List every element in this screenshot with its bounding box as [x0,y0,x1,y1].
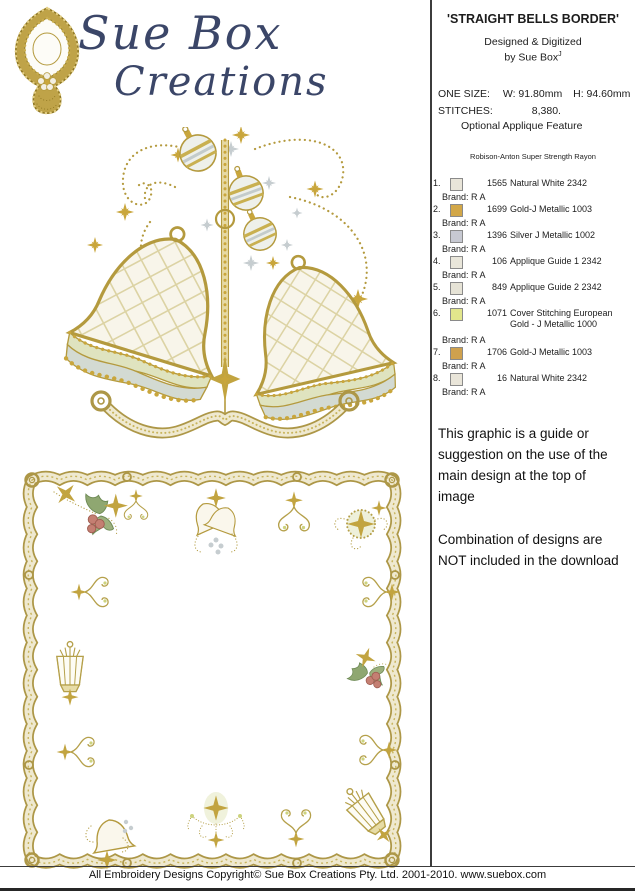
thread-brand: Brand: R A [442,217,486,228]
holly-motif-top-left [49,477,147,536]
thread-swatch [450,204,463,217]
thread-row: 8. 16 Natural White 2342 [433,373,633,386]
thread-swatch [450,230,463,243]
lantern-motif-left [57,642,83,706]
byline: by Sue Box$^J$ [504,51,562,64]
thread-brand: Brand: R A [442,295,486,306]
design-title: 'STRAIGHT BELLS BORDER' [447,12,619,26]
width-label: W: [502,87,516,100]
thread-brand: Brand: R A [442,360,486,371]
thread-swatch [450,256,463,269]
height-value: 94.60mm [586,87,631,100]
size-line [438,88,635,100]
border-frame-layout-artwork [14,464,410,876]
brand-logotype [78,6,418,105]
thread-swatch [450,178,463,191]
usage-note: This graphic is a guide or suggestion on the use of the main design at the top of image [438,425,608,504]
swirl-motif-left-upper [71,577,108,606]
design-info-panel [431,0,635,571]
main-bells-embroidery-artwork [55,127,400,447]
thread-row: 5. 849 Applique Guide 2 2342 [433,282,633,295]
halo-star-motif-bottom [188,792,244,848]
thread-row: 1. 1565 Natural White 2342 [433,178,633,191]
brand-name-line1: Sue Box [78,6,283,60]
thread-brand: Brand: R A [442,386,486,397]
thread-swatch [450,347,463,360]
thread-brand-title: Robison-Anton Super Strength Rayon [470,151,596,161]
vertical-divider [430,0,432,866]
applique-note: Optional Applique Feature [461,119,583,132]
thread-color-list [433,178,633,397]
swirl-motif-bottom [281,810,310,847]
swirl-motif-top [279,491,310,530]
thread-brand: Brand: R A [442,269,486,280]
thread-row: 6. 1071 Cover Stitching European Gold - J Metallic 1000 [433,307,613,329]
thread-row: 7. 1706 Gold-J Metallic 1003 [433,347,633,360]
width-value: 91.80mm [518,87,563,100]
thread-row: 4. 106 Applique Guide 1 2342 [433,256,633,269]
thread-brand: Brand: R A [442,334,486,345]
footer-copyright: All Embroidery Designs Copyright© Sue Box Creations Pty. Ltd. 2001-2010. www.suebox.com [88,869,547,881]
suebox-lace-emblem-icon [6,4,88,124]
center-ribbon [216,140,234,367]
thread-swatch [450,308,463,321]
thread-brand: Brand: R A [442,191,486,202]
swirl-motif-left-lower [57,737,94,766]
bells-motif-top [187,488,244,554]
footer-rule-top [0,866,635,867]
stitches-label: STITCHES: [438,104,493,117]
thread-brand: Brand: R A [442,243,486,254]
size-label: ONE SIZE: [438,87,490,100]
download-note: Combination of designs are NOT included in the download [438,531,619,568]
stitches-value: 8,380. [531,104,561,117]
thread-swatch [450,282,463,295]
height-label: H: [573,87,584,100]
footer-rule-bottom [0,888,635,891]
thread-swatch [450,373,463,386]
byline-superscript: J [558,51,562,58]
wreath-motif-top-right [335,500,387,549]
thread-row: 3. 1396 Silver J Metallic 1002 [433,230,633,243]
stitches-line [438,105,635,117]
thread-row: 2. 1699 Gold-J Metallic 1003 [433,204,633,217]
designed-line: Designed & Digitized [484,36,582,48]
brand-name-line2: Creations [114,59,329,105]
